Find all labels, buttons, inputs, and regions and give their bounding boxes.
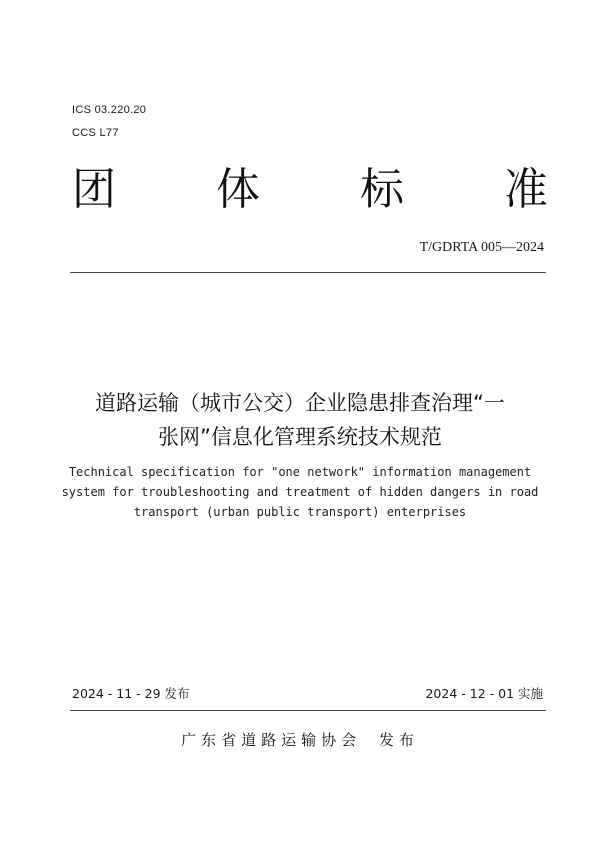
english-title-line-3: transport (urban public transport) enterprises [133,505,467,519]
chinese-title [40,386,560,454]
doc-type-char-1: 团 [72,164,116,215]
publication-date: 2024 - 11 - 29 发布 [72,686,190,701]
english-title-line-2: system for troubleshooting and treatment of hidden dangers in road [61,485,539,499]
implementation-date: 2024 - 12 - 01 实施 [425,686,543,701]
top-divider [70,272,546,273]
doc-type-char-2: 体 [216,164,260,215]
document-type-heading [72,162,548,218]
english-title-line-1: Technical specification for "one network" information management [68,465,532,479]
standard-number: T/GDRTA 005—2024 [419,240,544,255]
ccs-code: CCS L77 [72,127,119,139]
chinese-title-line-1: 道路运输（城市公交）企业隐患排查治理“一 [95,391,505,415]
issuing-organization: 广东省道路运输协会 发布 [181,731,419,749]
bottom-divider [70,710,546,711]
ics-code: ICS 03.220.20 [72,104,147,116]
doc-type-char-3: 标 [360,164,404,215]
english-title [40,462,560,522]
doc-type-char-4: 准 [504,164,548,215]
chinese-title-line-2: 张网”信息化管理系统技术规范 [158,425,442,449]
